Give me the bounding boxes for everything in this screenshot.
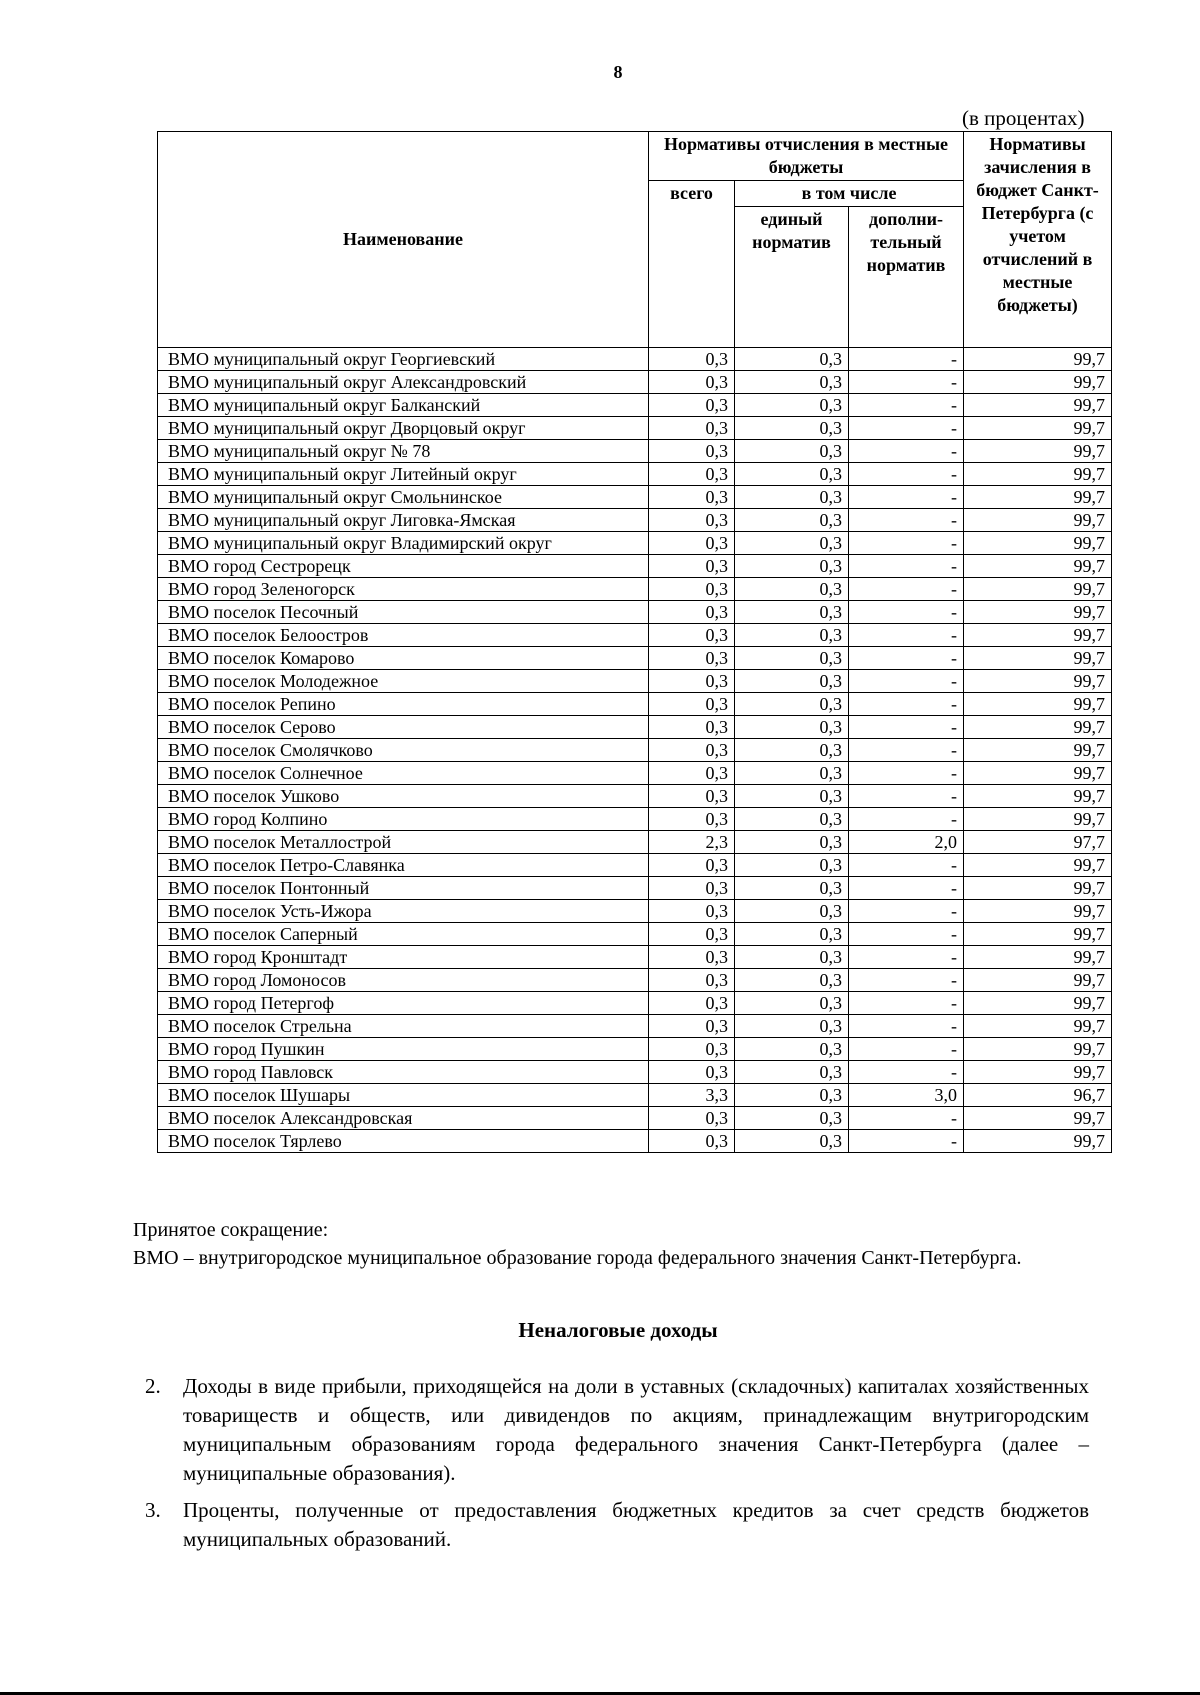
paragraph-2	[145, 1372, 1089, 1488]
cell-additional: -	[849, 394, 964, 417]
cell-total: 0,3	[649, 877, 735, 900]
cell-name: ВМО муниципальный округ Георгиевский	[158, 348, 649, 371]
cell-total: 0,3	[649, 739, 735, 762]
cell-spb: 99,7	[964, 440, 1112, 463]
header-total: всего	[649, 181, 735, 348]
cell-total: 0,3	[649, 647, 735, 670]
cell-total: 0,3	[649, 670, 735, 693]
cell-additional: -	[849, 463, 964, 486]
table-row	[158, 1015, 1112, 1038]
table-row	[158, 509, 1112, 532]
units-label: (в процентах)	[962, 106, 1085, 130]
table-row	[158, 1061, 1112, 1084]
cell-name: ВМО поселок Репино	[158, 693, 649, 716]
cell-additional: -	[849, 900, 964, 923]
cell-name: ВМО поселок Комарово	[158, 647, 649, 670]
cell-single: 0,3	[735, 877, 849, 900]
header-additional: дополни-тельный норматив	[849, 207, 964, 348]
cell-single: 0,3	[735, 785, 849, 808]
cell-additional: -	[849, 486, 964, 509]
cell-additional: -	[849, 693, 964, 716]
cell-single: 0,3	[735, 762, 849, 785]
cell-spb: 99,7	[964, 946, 1112, 969]
cell-spb: 99,7	[964, 486, 1112, 509]
cell-total: 0,3	[649, 463, 735, 486]
cell-name: ВМО поселок Металлострой	[158, 831, 649, 854]
table-row	[158, 923, 1112, 946]
table-row	[158, 1084, 1112, 1107]
cell-single: 0,3	[735, 808, 849, 831]
cell-spb: 97,7	[964, 831, 1112, 854]
table-row	[158, 785, 1112, 808]
cell-single: 0,3	[735, 693, 849, 716]
cell-additional: -	[849, 854, 964, 877]
cell-spb: 99,7	[964, 923, 1112, 946]
table-row	[158, 877, 1112, 900]
header-local-group: Нормативы отчисления в местные бюджеты	[649, 132, 964, 181]
table-row	[158, 831, 1112, 854]
cell-additional: -	[849, 532, 964, 555]
cell-spb: 99,7	[964, 532, 1112, 555]
cell-single: 0,3	[735, 348, 849, 371]
header-including: в том числе	[735, 181, 964, 207]
cell-total: 3,3	[649, 1084, 735, 1107]
table-row	[158, 578, 1112, 601]
cell-single: 0,3	[735, 624, 849, 647]
paragraph-text: Проценты, полученные от предоставления бюджетных кредитов за счет средств бюджетов муниципальных образований.	[183, 1498, 1089, 1551]
cell-single: 0,3	[735, 371, 849, 394]
table-row	[158, 532, 1112, 555]
cell-single: 0,3	[735, 509, 849, 532]
cell-total: 0,3	[649, 923, 735, 946]
cell-single: 0,3	[735, 1015, 849, 1038]
table-row	[158, 992, 1112, 1015]
cell-additional: -	[849, 1130, 964, 1153]
cell-name: ВМО поселок Шушары	[158, 1084, 649, 1107]
cell-additional: -	[849, 417, 964, 440]
cell-additional: -	[849, 578, 964, 601]
cell-additional: -	[849, 624, 964, 647]
paragraph-number: 3.	[145, 1498, 161, 1522]
cell-name: ВМО муниципальный округ Балканский	[158, 394, 649, 417]
cell-name: ВМО город Пушкин	[158, 1038, 649, 1061]
cell-name: ВМО поселок Александровская	[158, 1107, 649, 1130]
cell-spb: 99,7	[964, 693, 1112, 716]
table-row	[158, 440, 1112, 463]
cell-spb: 99,7	[964, 463, 1112, 486]
cell-name: ВМО город Павловск	[158, 1061, 649, 1084]
cell-spb: 99,7	[964, 624, 1112, 647]
cell-additional: -	[849, 509, 964, 532]
cell-name: ВМО город Ломоносов	[158, 969, 649, 992]
cell-spb: 99,7	[964, 555, 1112, 578]
cell-additional: -	[849, 371, 964, 394]
table-row	[158, 900, 1112, 923]
cell-total: 0,3	[649, 900, 735, 923]
cell-name: ВМО поселок Саперный	[158, 923, 649, 946]
cell-name: ВМО поселок Стрельна	[158, 1015, 649, 1038]
cell-additional: 3,0	[849, 1084, 964, 1107]
cell-spb: 99,7	[964, 808, 1112, 831]
cell-name: ВМО муниципальный округ Дворцовый округ	[158, 417, 649, 440]
paragraph-number: 2.	[145, 1374, 161, 1398]
cell-name: ВМО поселок Тярлево	[158, 1130, 649, 1153]
cell-name: ВМО поселок Петро-Славянка	[158, 854, 649, 877]
cell-spb: 99,7	[964, 578, 1112, 601]
cell-spb: 99,7	[964, 394, 1112, 417]
cell-name: ВМО поселок Ушково	[158, 785, 649, 808]
cell-name: ВМО муниципальный округ Владимирский округ	[158, 532, 649, 555]
cell-spb: 99,7	[964, 762, 1112, 785]
cell-spb: 99,7	[964, 969, 1112, 992]
cell-name: ВМО поселок Молодежное	[158, 670, 649, 693]
cell-total: 0,3	[649, 555, 735, 578]
cell-additional: -	[849, 808, 964, 831]
table-row	[158, 555, 1112, 578]
cell-single: 0,3	[735, 532, 849, 555]
table-row	[158, 1107, 1112, 1130]
cell-total: 0,3	[649, 693, 735, 716]
table-row	[158, 854, 1112, 877]
table-row	[158, 969, 1112, 992]
cell-additional: -	[849, 601, 964, 624]
cell-name: ВМО поселок Понтонный	[158, 877, 649, 900]
cell-additional: -	[849, 739, 964, 762]
table-row	[158, 417, 1112, 440]
cell-total: 0,3	[649, 532, 735, 555]
cell-total: 0,3	[649, 348, 735, 371]
cell-additional: -	[849, 785, 964, 808]
cell-single: 0,3	[735, 394, 849, 417]
cell-total: 0,3	[649, 1015, 735, 1038]
cell-additional: -	[849, 969, 964, 992]
cell-additional: -	[849, 716, 964, 739]
cell-total: 0,3	[649, 509, 735, 532]
cell-name: ВМО город Петергоф	[158, 992, 649, 1015]
cell-total: 0,3	[649, 1130, 735, 1153]
table-row	[158, 716, 1112, 739]
cell-spb: 99,7	[964, 716, 1112, 739]
note-text: ВМО – внутригородское муниципальное образование города федерального значения Санкт-Петербурга.	[133, 1247, 1022, 1269]
cell-name: ВМО город Сестрорецк	[158, 555, 649, 578]
cell-additional: -	[849, 647, 964, 670]
header-single: единый норматив	[735, 207, 849, 348]
cell-additional: -	[849, 992, 964, 1015]
cell-spb: 99,7	[964, 670, 1112, 693]
cell-total: 0,3	[649, 624, 735, 647]
cell-spb: 99,7	[964, 1038, 1112, 1061]
cell-additional: 2,0	[849, 831, 964, 854]
cell-spb: 99,7	[964, 1015, 1112, 1038]
cell-spb: 99,7	[964, 417, 1112, 440]
cell-single: 0,3	[735, 716, 849, 739]
cell-single: 0,3	[735, 923, 849, 946]
cell-single: 0,3	[735, 440, 849, 463]
cell-total: 0,3	[649, 969, 735, 992]
cell-name: ВМО поселок Песочный	[158, 601, 649, 624]
cell-single: 0,3	[735, 1038, 849, 1061]
table-row	[158, 946, 1112, 969]
cell-additional: -	[849, 946, 964, 969]
cell-additional: -	[849, 1061, 964, 1084]
cell-single: 0,3	[735, 1130, 849, 1153]
table-row	[158, 624, 1112, 647]
cell-total: 0,3	[649, 762, 735, 785]
table-row	[158, 670, 1112, 693]
cell-single: 0,3	[735, 578, 849, 601]
note-label: Принятое сокращение:	[133, 1219, 329, 1241]
cell-single: 0,3	[735, 463, 849, 486]
header-name: Наименование	[158, 132, 649, 348]
table-row	[158, 693, 1112, 716]
cell-name: ВМО муниципальный округ Лиговка-Ямская	[158, 509, 649, 532]
cell-spb: 99,7	[964, 1107, 1112, 1130]
cell-total: 0,3	[649, 417, 735, 440]
cell-single: 0,3	[735, 854, 849, 877]
cell-total: 0,3	[649, 716, 735, 739]
abbreviation-note	[133, 1216, 1022, 1272]
cell-single: 0,3	[735, 946, 849, 969]
cell-total: 0,3	[649, 1061, 735, 1084]
cell-name: ВМО поселок Белоостров	[158, 624, 649, 647]
cell-additional: -	[849, 877, 964, 900]
cell-total: 0,3	[649, 578, 735, 601]
section-title: Неналоговые доходы	[518, 1318, 718, 1342]
cell-additional: -	[849, 555, 964, 578]
cell-additional: -	[849, 348, 964, 371]
cell-total: 0,3	[649, 1038, 735, 1061]
cell-additional: -	[849, 1107, 964, 1130]
cell-name: ВМО муниципальный округ Литейный округ	[158, 463, 649, 486]
table-row	[158, 371, 1112, 394]
cell-spb: 96,7	[964, 1084, 1112, 1107]
cell-total: 2,3	[649, 831, 735, 854]
cell-total: 0,3	[649, 601, 735, 624]
cell-spb: 99,7	[964, 1061, 1112, 1084]
cell-name: ВМО муниципальный округ № 78	[158, 440, 649, 463]
table-row	[158, 394, 1112, 417]
table-row	[158, 762, 1112, 785]
cell-single: 0,3	[735, 739, 849, 762]
table-row	[158, 647, 1112, 670]
cell-spb: 99,7	[964, 992, 1112, 1015]
cell-total: 0,3	[649, 394, 735, 417]
table-row	[158, 739, 1112, 762]
norms-table	[157, 131, 1112, 1153]
cell-spb: 99,7	[964, 509, 1112, 532]
cell-spb: 99,7	[964, 785, 1112, 808]
cell-additional: -	[849, 762, 964, 785]
cell-total: 0,3	[649, 371, 735, 394]
cell-single: 0,3	[735, 831, 849, 854]
cell-single: 0,3	[735, 969, 849, 992]
cell-spb: 99,7	[964, 1130, 1112, 1153]
cell-single: 0,3	[735, 647, 849, 670]
cell-name: ВМО муниципальный округ Александровский	[158, 371, 649, 394]
cell-spb: 99,7	[964, 877, 1112, 900]
cell-total: 0,3	[649, 992, 735, 1015]
cell-total: 0,3	[649, 440, 735, 463]
cell-single: 0,3	[735, 1084, 849, 1107]
cell-name: ВМО муниципальный округ Смольнинское	[158, 486, 649, 509]
cell-total: 0,3	[649, 946, 735, 969]
cell-single: 0,3	[735, 601, 849, 624]
cell-additional: -	[849, 1015, 964, 1038]
table-row	[158, 1038, 1112, 1061]
cell-additional: -	[849, 1038, 964, 1061]
table-row	[158, 1130, 1112, 1153]
cell-name: ВМО поселок Смолячково	[158, 739, 649, 762]
cell-spb: 99,7	[964, 900, 1112, 923]
paragraph-text: Доходы в виде прибыли, приходящейся на доли в уставных (складочных) капиталах хозяйственных товариществ и обществ, или дивидендов по акциям, принадлежащим внутригородским муниципальным образованиям города федерального значения Санкт-Петербурга (далее – муниципальные образования).	[183, 1374, 1089, 1485]
cell-name: ВМО город Зеленогорск	[158, 578, 649, 601]
cell-total: 0,3	[649, 808, 735, 831]
cell-single: 0,3	[735, 992, 849, 1015]
table-row	[158, 463, 1112, 486]
header-spb: Нормативы зачисления в бюджет Санкт-Петербурга (с учетом отчислений в местные бюджеты)	[964, 132, 1112, 348]
paragraph-3	[145, 1496, 1089, 1554]
cell-name: ВМО поселок Усть-Ижора	[158, 900, 649, 923]
table-body	[158, 348, 1112, 1153]
cell-single: 0,3	[735, 555, 849, 578]
cell-single: 0,3	[735, 670, 849, 693]
cell-name: ВМО поселок Солнечное	[158, 762, 649, 785]
cell-total: 0,3	[649, 854, 735, 877]
cell-name: ВМО поселок Серово	[158, 716, 649, 739]
cell-spb: 99,7	[964, 348, 1112, 371]
cell-additional: -	[849, 440, 964, 463]
cell-total: 0,3	[649, 785, 735, 808]
cell-single: 0,3	[735, 486, 849, 509]
cell-spb: 99,7	[964, 854, 1112, 877]
table-row	[158, 808, 1112, 831]
cell-name: ВМО город Колпино	[158, 808, 649, 831]
cell-single: 0,3	[735, 1061, 849, 1084]
cell-spb: 99,7	[964, 601, 1112, 624]
table-row	[158, 348, 1112, 371]
cell-additional: -	[849, 670, 964, 693]
cell-single: 0,3	[735, 417, 849, 440]
table-row	[158, 601, 1112, 624]
table-row	[158, 486, 1112, 509]
cell-spb: 99,7	[964, 739, 1112, 762]
cell-single: 0,3	[735, 900, 849, 923]
cell-name: ВМО город Кронштадт	[158, 946, 649, 969]
cell-single: 0,3	[735, 1107, 849, 1130]
cell-total: 0,3	[649, 486, 735, 509]
cell-total: 0,3	[649, 1107, 735, 1130]
cell-additional: -	[849, 923, 964, 946]
page-number: 8	[613, 62, 623, 82]
cell-spb: 99,7	[964, 647, 1112, 670]
cell-spb: 99,7	[964, 371, 1112, 394]
